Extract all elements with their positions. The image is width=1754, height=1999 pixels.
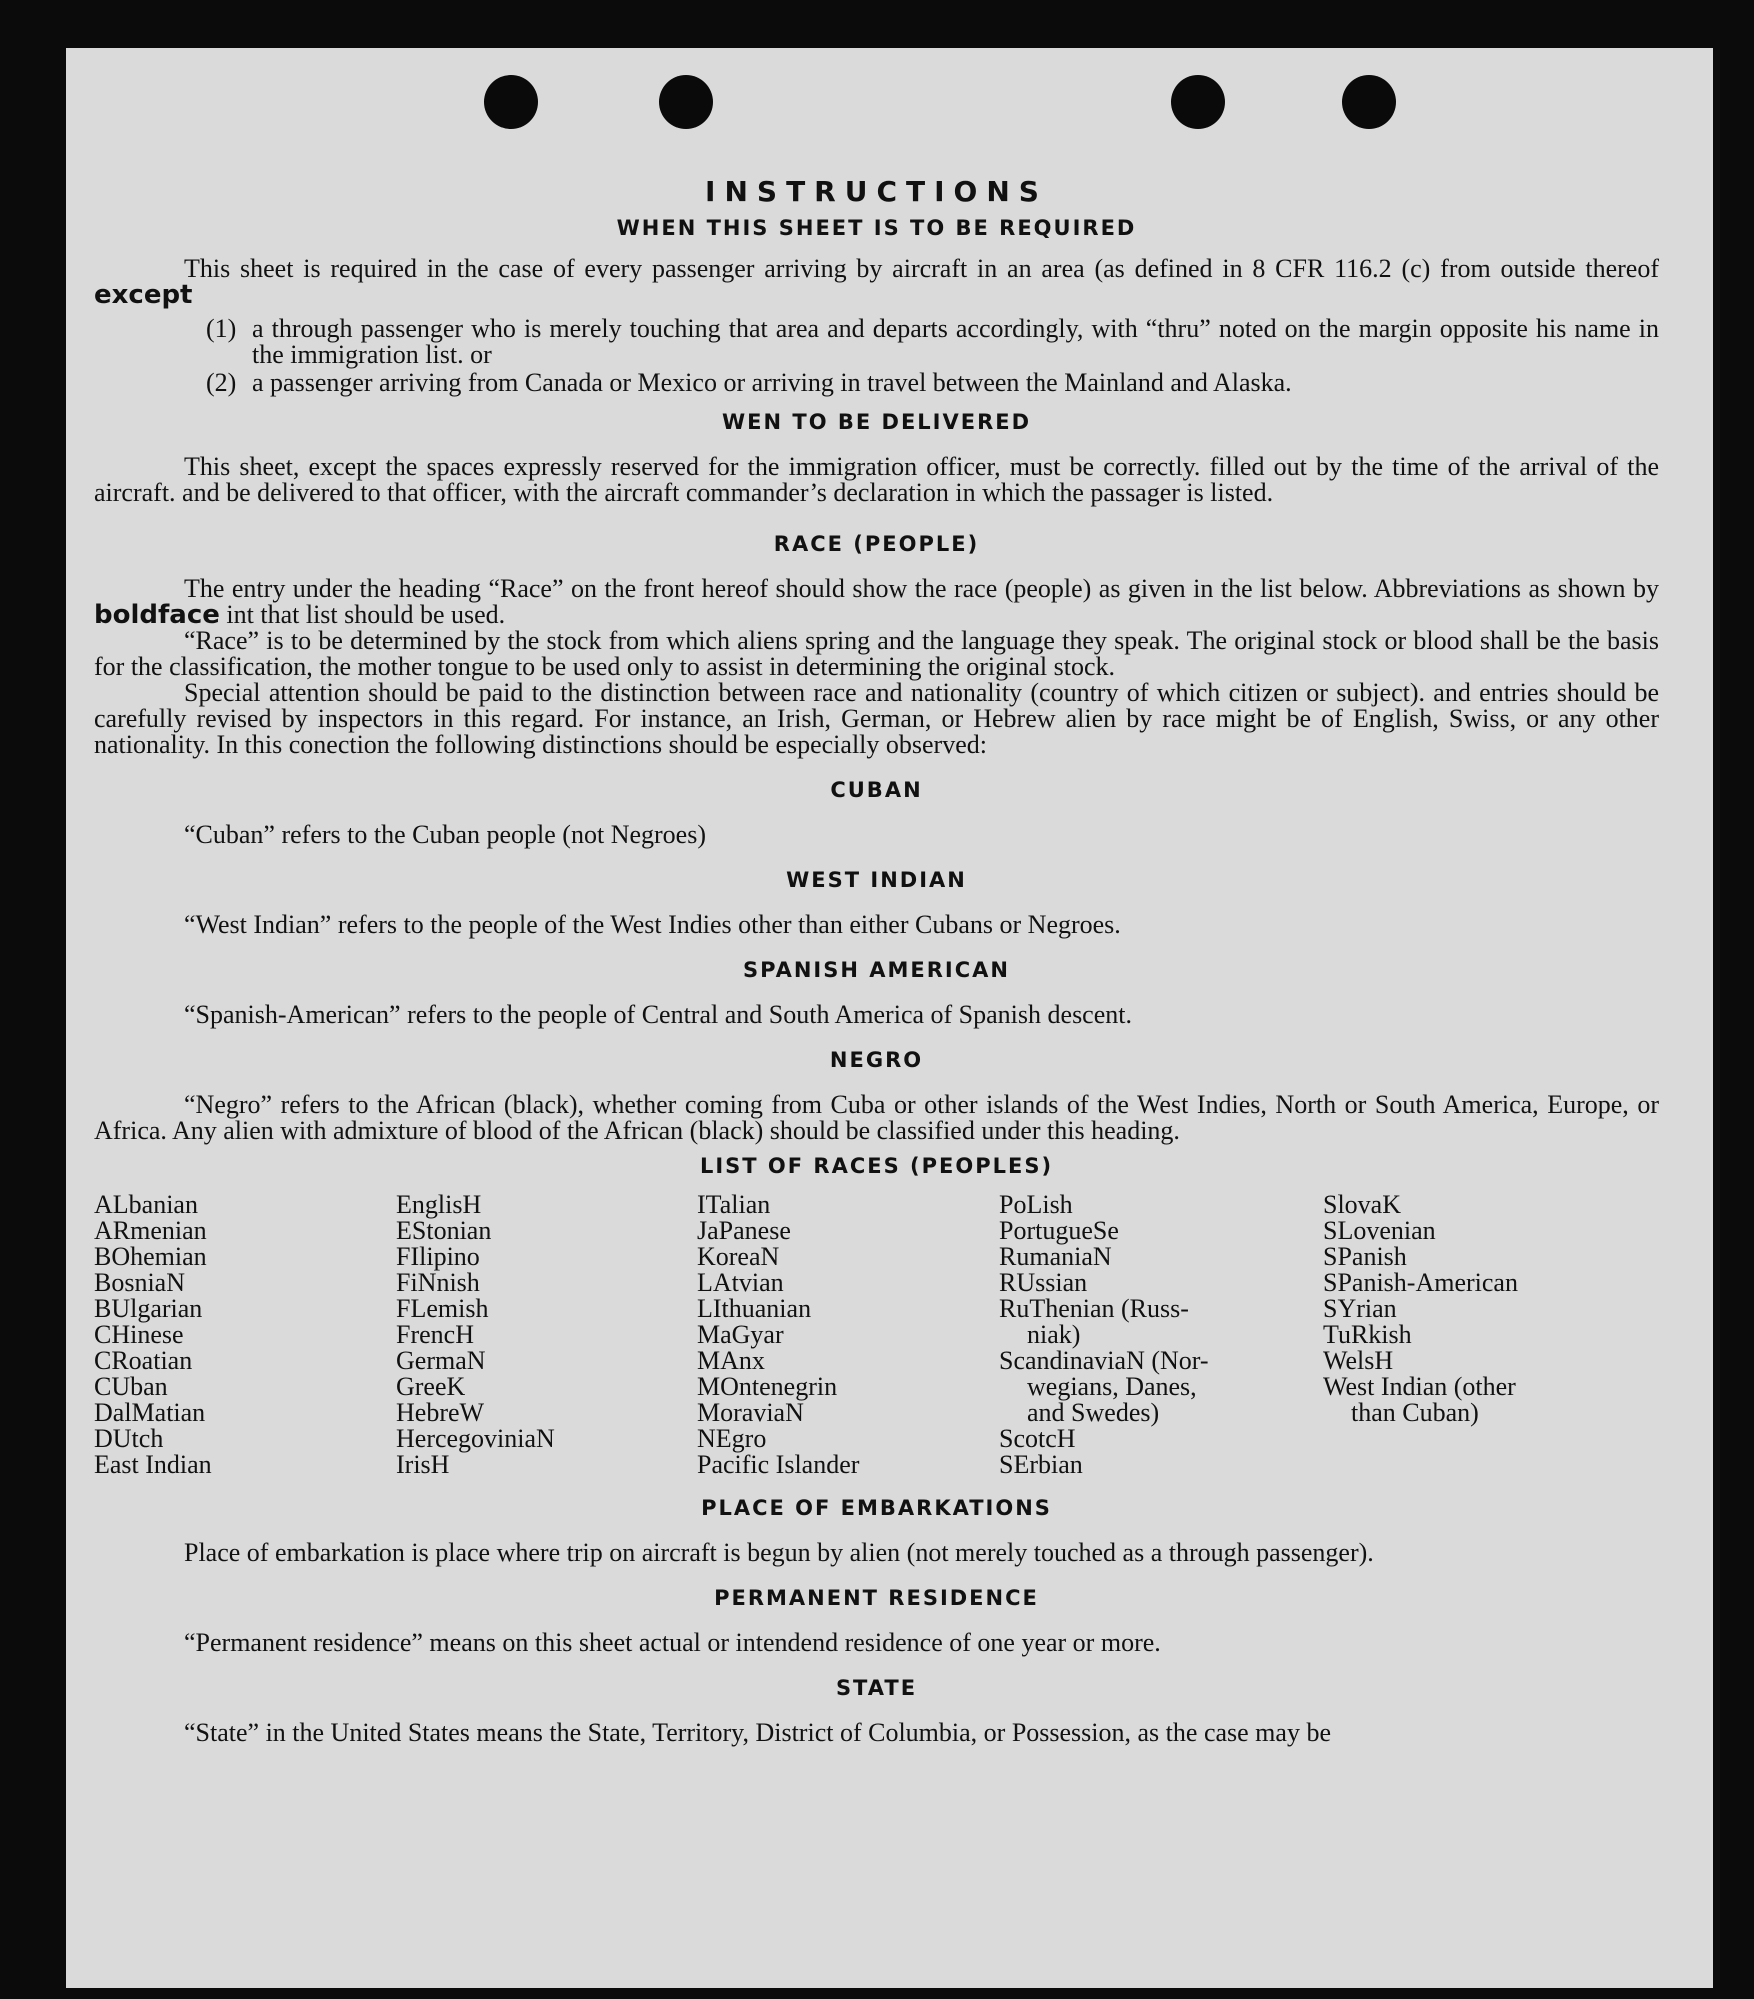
race-item: WelsH — [1323, 1346, 1394, 1375]
race-item: wegians, Danes, — [1027, 1372, 1197, 1401]
list-item: (2) a passenger arriving from Canada or Mexico or arriving in travel between the Mainland and Alaska. — [206, 368, 1292, 397]
race-item: West Indian (other — [1323, 1372, 1516, 1401]
race-item: HebreW — [396, 1398, 485, 1427]
heading-race: RACE (PEOPLE) — [773, 532, 980, 556]
race-item: FIlipino — [396, 1242, 480, 1271]
heading-embarkation: PLACE OF EMBARKATIONS — [701, 1496, 1052, 1520]
race-item: DUtch — [94, 1424, 164, 1453]
race-item: CUban — [94, 1372, 168, 1401]
heading-races-list: LIST OF RACES (PEOPLES) — [699, 1154, 1054, 1178]
heading-residence: PERMANENT RESIDENCE — [714, 1586, 1039, 1610]
race-item: SYrian — [1323, 1294, 1397, 1323]
list-item: (1) a through passenger who is merely touching that area and departs accordingly, with “thru” noted on the margin opposite his name in the immigration list. or — [206, 314, 1659, 369]
boldface-word: boldface — [94, 600, 220, 630]
residence-text: “Permanent residence” means on this sheet actual or intendend residence of one year or more. — [184, 1628, 1161, 1657]
heading-west-indian: WEST INDIAN — [786, 868, 967, 892]
races-column-3 — [697, 1192, 999, 1478]
race-item: ALbanian — [94, 1190, 198, 1219]
race-paragraph-2: “Race” is to be determined by the stock from which aliens spring and the language they speak. The original stock or blood shall be the basis for the classification, the mother tongue to be used only to assist in determining the original stock. — [94, 626, 1659, 681]
race-item: SlovaK — [1323, 1190, 1401, 1219]
race-item: JaPanese — [697, 1216, 791, 1245]
race-item: RUssian — [999, 1268, 1088, 1297]
race-item: ITalian — [697, 1190, 771, 1219]
embarkation-text: Place of embarkation is place where trip on aircraft is begun by alien (not merely touched as a through passenger). — [184, 1538, 1374, 1567]
race-item: BUlgarian — [94, 1294, 203, 1323]
race-item: ScotcH — [999, 1424, 1076, 1453]
race-item: TuRkish — [1323, 1320, 1412, 1349]
race-item: BosniaN — [94, 1268, 185, 1297]
punch-hole — [659, 75, 713, 129]
race-item: LAtvian — [697, 1268, 784, 1297]
races-column-5 — [1323, 1192, 1659, 1478]
heading-state: STATE — [835, 1676, 918, 1700]
except-word: except — [94, 280, 193, 310]
race-item: MoraviaN — [697, 1398, 804, 1427]
races-column-2 — [396, 1192, 697, 1478]
delivered-text: This sheet, except the spaces expressly reserved for the immigration officer, must be correctly. filled out by the time of the arrival of the aircraft. and be delivered to that officer, with the aircraft commander’s declaration in which the passager is listed. — [94, 452, 1659, 507]
document-page — [66, 48, 1713, 1988]
race-item: Pacific Islander — [697, 1450, 860, 1479]
race-item: SLovenian — [1323, 1216, 1436, 1245]
race-item: MAnx — [697, 1346, 765, 1375]
punch-hole — [1342, 75, 1396, 129]
race-item: BOhemian — [94, 1242, 207, 1271]
heading-spanish-american: SPANISH AMERICAN — [743, 958, 1010, 982]
punch-hole — [484, 75, 538, 129]
race-paragraph-3: Special attention should be paid to the distinction between race and nationality (country of which citizen or subject). and entries should be carefully revised by inspectors in this regard. For instance, an Irish, German, or Hebrew alien by race might be of English, Swiss, or any other nationality. In this conection the following distinctions should be especially observed: — [94, 678, 1659, 759]
race-item: CHinese — [94, 1320, 184, 1349]
race-item: LIthuanian — [697, 1294, 812, 1323]
race-item: NEgro — [697, 1424, 767, 1453]
race-item: SPanish-American — [1323, 1268, 1518, 1297]
west-indian-text: “West Indian” refers to the people of the West Indies other than either Cubans or Negroes. — [184, 910, 1121, 939]
required-intro: This sheet is required in the case of every passenger arriving by aircraft in an area (as defined in 8 CFR 116.2 (c) from outside thereof except — [94, 254, 1659, 310]
race-item: ScandinaviaN (Nor- — [999, 1346, 1209, 1375]
heading-required: WHEN THIS SHEET IS TO BE REQUIRED — [616, 216, 1137, 240]
race-item: MaGyar — [697, 1320, 784, 1349]
race-item: than Cuban) — [1351, 1398, 1479, 1427]
document-body — [94, 176, 1659, 1754]
heading-negro: NEGRO — [829, 1048, 924, 1072]
race-item: GermaN — [396, 1346, 486, 1375]
race-item: HercegoviniaN — [396, 1424, 555, 1453]
cuban-text: “Cuban” refers to the Cuban people (not Negroes) — [184, 820, 706, 849]
race-item: EStonian — [396, 1216, 492, 1245]
race-item: FLemish — [396, 1294, 489, 1323]
race-item: EnglisH — [396, 1190, 482, 1219]
race-item: SErbian — [999, 1450, 1083, 1479]
race-paragraph-1: The entry under the heading “Race” on the front hereof should show the race (people) as given in the list below. Abbreviations as shown by boldface int that list should be used. — [94, 574, 1659, 630]
state-text: “State” in the United States means the State, Territory, District of Columbia, or Possession, as the case may be — [184, 1718, 1331, 1747]
race-item: FrencH — [396, 1320, 474, 1349]
heading-delivered: WEN TO BE DELIVERED — [721, 410, 1032, 434]
races-list — [94, 1192, 1659, 1478]
race-item: East Indian — [94, 1450, 212, 1479]
race-item: IrisH — [396, 1450, 450, 1479]
heading-cuban: CUBAN — [830, 778, 923, 802]
races-column-1 — [94, 1192, 396, 1478]
race-item: FiNnish — [396, 1268, 480, 1297]
race-item: GreeK — [396, 1372, 466, 1401]
race-item: PoLish — [999, 1190, 1073, 1219]
race-item: MOntenegrin — [697, 1372, 838, 1401]
race-item: KoreaN — [697, 1242, 780, 1271]
race-item: RumaniaN — [999, 1242, 1112, 1271]
spanish-american-text: “Spanish-American” refers to the people of Central and South America of Spanish descent. — [184, 1000, 1132, 1029]
page-title: INSTRUCTIONS — [705, 175, 1048, 208]
race-item: and Swedes) — [1027, 1398, 1160, 1427]
races-column-4 — [999, 1192, 1323, 1478]
race-item: ARmenian — [94, 1216, 207, 1245]
race-item: niak) — [1027, 1320, 1081, 1349]
race-item: DalMatian — [94, 1398, 206, 1427]
punch-hole — [1171, 75, 1225, 129]
race-item: RuThenian (Russ- — [999, 1294, 1189, 1323]
race-item: CRoatian — [94, 1346, 193, 1375]
race-item: PortugueSe — [999, 1216, 1119, 1245]
negro-text: “Negro” refers to the African (black), whether coming from Cuba or other islands of the West Indies, North or South America, Europe, or Africa. Any alien with admixture of blood of the African (black) should be classified under this heading. — [94, 1090, 1659, 1145]
race-item: SPanish — [1323, 1242, 1407, 1271]
